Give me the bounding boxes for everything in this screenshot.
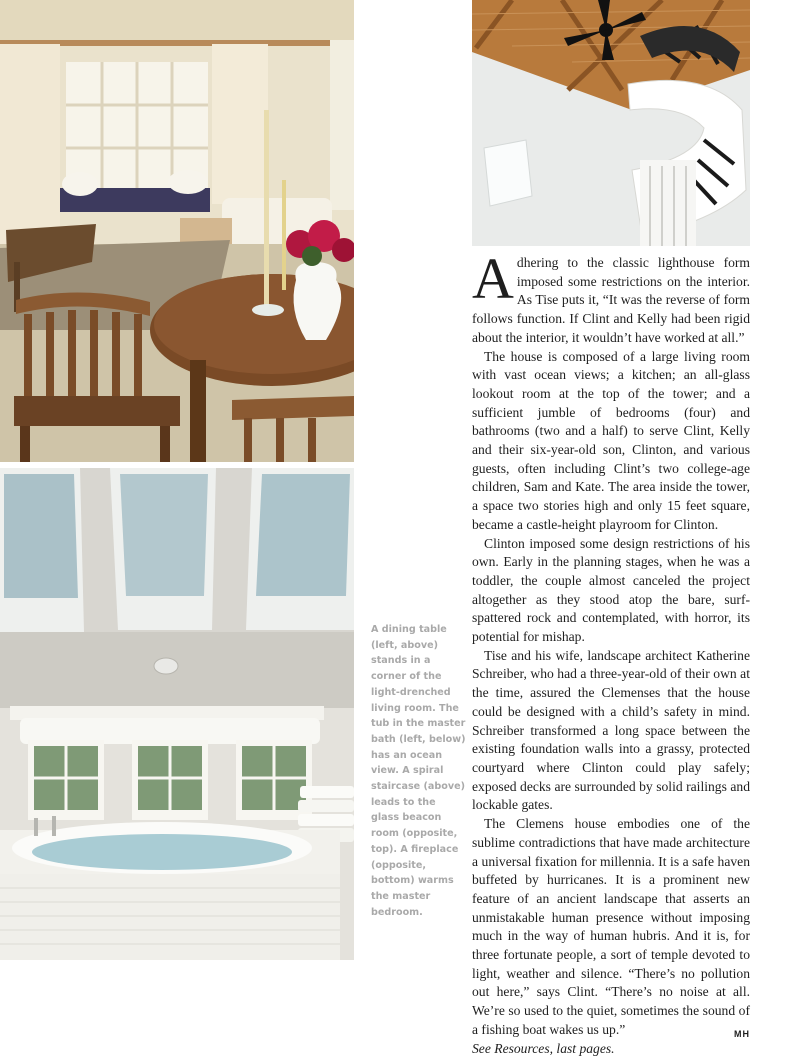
article-body	[472, 246, 750, 1058]
drop-cap: A	[472, 246, 514, 311]
photo-spiral-staircase	[472, 0, 750, 246]
paragraph-5-text: The Clemens house embodies one of the sublime contradictions that have made architecture a universal fixation for millennia. It is a safe haven buffeted by hurricanes. It is a prominent new feature of an ancient landscape that asserts an unmistakable human presence without imposing much in the way of human hubris. And it is, for three fortunate people, a sort of temple devoted to light, weather and silence. “There’s no pollution out here,” says Clint. “There’s no noise at all. We’re so used to the quiet, sometimes the sound of a fishing boat wakes us up.”	[472, 816, 750, 1037]
article-paragraph-5	[472, 815, 750, 1039]
resources-note: See Resources, last pages.	[472, 1040, 615, 1056]
article-paragraph-2: The house is composed of a large living room with vast ocean views; a kitchen; an all-glass lookout room at the top of the tower; and a sufficient jumble of bedrooms (four) and bathrooms (two and a half) to serve Clint, Kelly and their six-year-old son, Clinton, and various guests, often including Clint’s two college-age children, Sam and Kate. The area inside the tower, a space two stories high and only 15 feet square, became a castle-height playroom for Clinton.	[472, 348, 750, 532]
article-paragraph-1	[472, 246, 750, 348]
end-mark: MH	[734, 1028, 750, 1039]
photo-caption: A dining table (left, above) stands in a corner of the light-drenched living room. The tub in the master bath (left, below) has an ocean view. A spiral staircase (above) leads to the glass beacon room (opposite, top). A fireplace (opposite, bottom) warms the master bedroom.	[371, 624, 466, 918]
photo-dining-room	[0, 0, 354, 462]
photo-master-bath	[0, 468, 354, 960]
article-paragraph-3: Clinton imposed some design restrictions of his own. Early in the planning stages, when he was a toddler, the couple almost canceled the project altogether as they stood atop the bare, surf-spattered rock and contemplated, with horror, its potential for mishap.	[472, 535, 750, 645]
article-paragraph-4: Tise and his wife, landscape architect Katherine Schreiber, who had a three-year-old of their own at the time, assured the Clemenses that the house could be designed with a child’s safety in mind. Schreiber transformed a long space between the existing foundation walls into a grassy, protected courtyard where Clinton could play safely; exposed decks are surrounded by solid railings and lockable gates.	[472, 647, 750, 813]
paragraph-1-text: dhering to the classic lighthouse form imposed some restrictions on the interior. As Tise puts it, “It was the reverse of form follows function. If Clint and Kelly had been rigid about the interior, it wouldn’t have worked at all.”	[472, 255, 750, 345]
